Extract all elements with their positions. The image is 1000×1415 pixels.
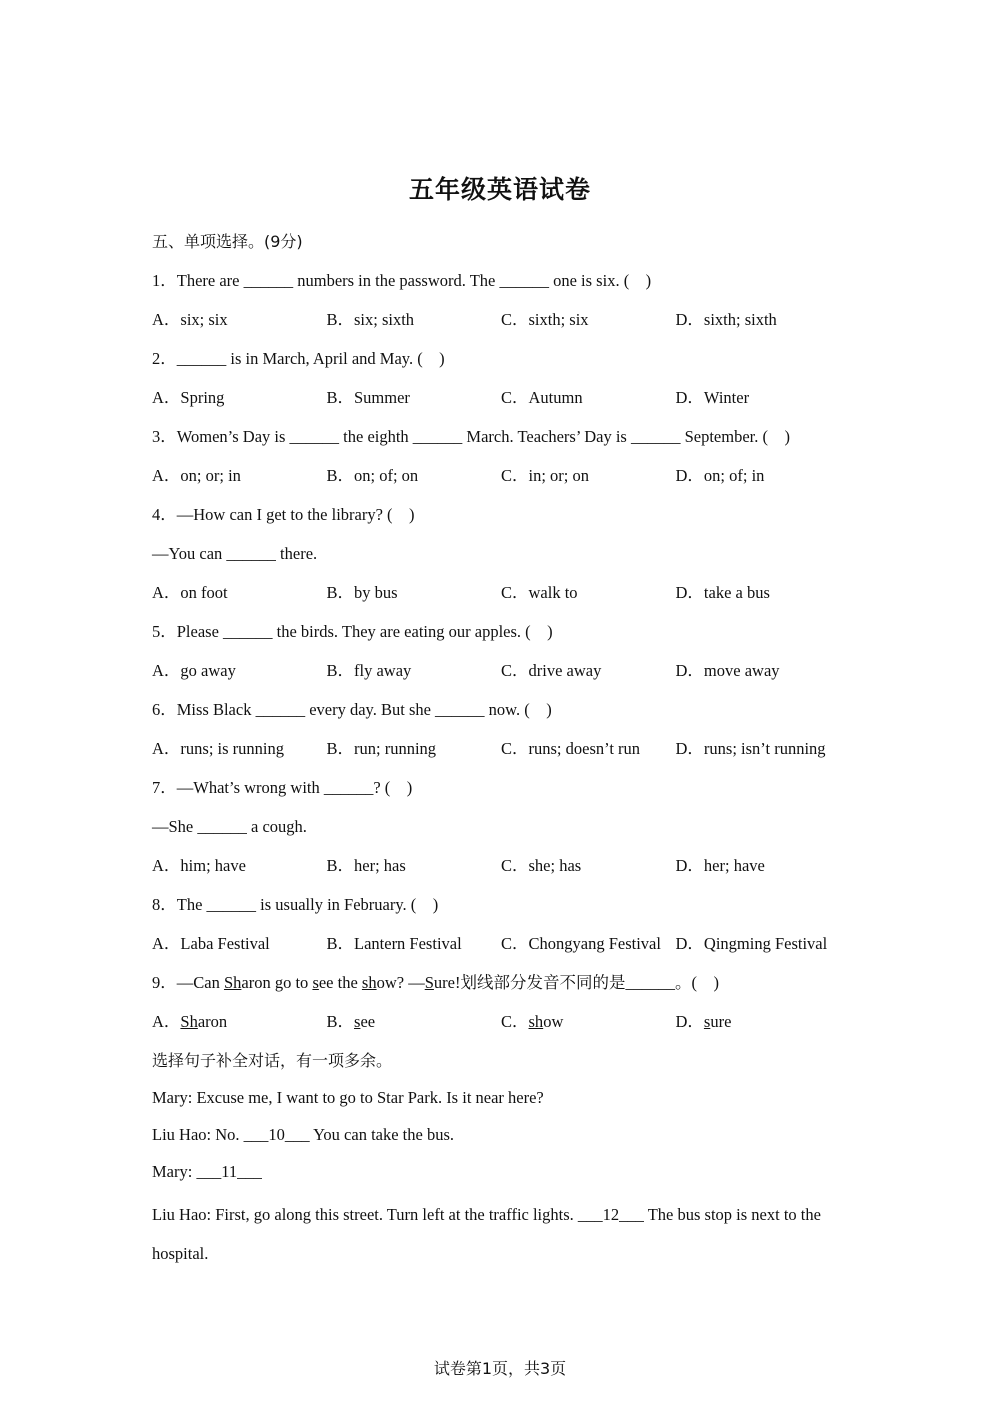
option-c[interactable]: C．Chongyang Festival bbox=[501, 934, 661, 953]
question-stem bbox=[152, 969, 852, 1008]
question-stem: 6．Miss Black ______ every day. But she ______ now. ( ) bbox=[152, 700, 552, 719]
option-c[interactable]: C．she; has bbox=[501, 856, 582, 875]
option-a[interactable]: A．six; six bbox=[152, 310, 228, 329]
option-b[interactable]: B．run; running bbox=[326, 739, 437, 758]
dialogue-line: Liu Hao: First, go along this street. Turn left at the traffic lights. ___12___ The bus stop is next to the hospital. bbox=[152, 1205, 821, 1263]
stem-text: ee the bbox=[318, 973, 362, 992]
option-a[interactable]: A．runs; is running bbox=[152, 739, 284, 758]
dialogue-line: Liu Hao: No. ___10___ You can take the bus. bbox=[152, 1125, 455, 1144]
underlined-letters: S bbox=[424, 973, 434, 992]
underlined-letters: Sh bbox=[180, 1012, 198, 1031]
option-a[interactable]: A．Laba Festival bbox=[152, 934, 270, 953]
option-d[interactable]: D．runs; isn’t running bbox=[675, 739, 826, 758]
option-text: ow bbox=[543, 1012, 564, 1031]
question-stem: 5．Please ______ the birds. They are eating our apples. ( ) bbox=[152, 622, 553, 641]
question-stem: 4．—How can I get to the library? ( ) bbox=[152, 505, 415, 524]
option-b[interactable]: B．fly away bbox=[326, 661, 412, 680]
option-label: C． bbox=[501, 1012, 529, 1031]
option-row bbox=[152, 852, 852, 891]
option-row bbox=[152, 1008, 852, 1047]
underlined-letters: s bbox=[703, 1012, 711, 1031]
option-label: D． bbox=[675, 1012, 704, 1031]
dialogue-heading: 选择句子补全对话，有一项多余。 bbox=[152, 1051, 393, 1070]
option-b[interactable]: B．Lantern Festival bbox=[326, 934, 462, 953]
option-d[interactable]: D．move away bbox=[675, 661, 780, 680]
option-b[interactable]: B．six; sixth bbox=[326, 310, 415, 329]
option-a[interactable]: A．on; or; in bbox=[152, 466, 241, 485]
option-row bbox=[152, 306, 852, 345]
option-b[interactable]: B．by bus bbox=[326, 583, 398, 602]
underlined-letters: sh bbox=[361, 973, 377, 992]
stem-text: ure!划线部分发音不同的是______。( ) bbox=[433, 973, 719, 992]
option-d[interactable]: D．her; have bbox=[675, 856, 765, 875]
question-stem: 1．There are ______ numbers in the password. The ______ one is six. ( ) bbox=[152, 271, 652, 290]
dialogue-line: Mary: ___11___ bbox=[152, 1162, 262, 1181]
question-stem: 2．______ is in March, April and May. ( ) bbox=[152, 349, 445, 368]
option-c[interactable]: C．in; or; on bbox=[501, 466, 590, 485]
option-a[interactable]: A．on foot bbox=[152, 583, 228, 602]
option-a[interactable]: A．him; have bbox=[152, 856, 246, 875]
option-d[interactable]: D．sixth; sixth bbox=[675, 310, 777, 329]
option-a[interactable] bbox=[152, 1008, 327, 1047]
option-row bbox=[152, 657, 852, 696]
option-b[interactable]: B．her; has bbox=[326, 856, 406, 875]
option-c[interactable]: C．drive away bbox=[501, 661, 602, 680]
question-stem: 7．—What’s wrong with ______? ( ) bbox=[152, 778, 413, 797]
option-label: B． bbox=[326, 1012, 355, 1031]
option-b[interactable]: B．on; of; on bbox=[326, 466, 419, 485]
option-text: ure bbox=[710, 1012, 732, 1031]
option-d[interactable]: D．Winter bbox=[675, 388, 750, 407]
option-c[interactable]: C．runs; doesn’t run bbox=[501, 739, 641, 758]
stem-text: ow? — bbox=[376, 973, 425, 992]
option-text: ee bbox=[360, 1012, 376, 1031]
question-stem-reply: —You can ______ there. bbox=[152, 544, 318, 563]
option-a[interactable]: A．Spring bbox=[152, 388, 225, 407]
stem-text: 9．—Can bbox=[152, 973, 224, 992]
exam-content bbox=[152, 228, 852, 1273]
question-stem-reply: —She ______ a cough. bbox=[152, 817, 307, 836]
option-c[interactable]: C．Autumn bbox=[501, 388, 583, 407]
dialogue-line: Mary: Excuse me, I want to go to Star Park. Is it near here? bbox=[152, 1088, 544, 1107]
question-stem: 3．Women’s Day is ______ the eighth ______ March. Teachers’ Day is ______ September. ( ) bbox=[152, 427, 790, 446]
option-d[interactable]: D．on; of; in bbox=[675, 466, 765, 485]
underlined-letters: sh bbox=[528, 1012, 544, 1031]
option-c[interactable]: C．walk to bbox=[501, 583, 578, 602]
page-title: 五年级英语试卷 bbox=[408, 175, 591, 204]
option-text: aron bbox=[197, 1012, 228, 1031]
option-row bbox=[152, 579, 852, 618]
option-c[interactable] bbox=[501, 1008, 676, 1047]
option-d[interactable]: D．take a bus bbox=[675, 583, 770, 602]
option-row bbox=[152, 930, 852, 969]
underlined-letters: Sh bbox=[223, 973, 242, 992]
underlined-letters: s bbox=[312, 973, 319, 992]
option-d[interactable]: D．Qingming Festival bbox=[675, 934, 828, 953]
stem-text: aron go to bbox=[241, 973, 313, 992]
option-row bbox=[152, 735, 852, 774]
option-a[interactable]: A．go away bbox=[152, 661, 236, 680]
option-row bbox=[152, 384, 852, 423]
underlined-letters: s bbox=[354, 1012, 361, 1031]
section-heading: 五、单项选择。(9分) bbox=[152, 232, 303, 251]
option-row bbox=[152, 462, 852, 501]
option-b[interactable]: B．Summer bbox=[326, 388, 410, 407]
option-d[interactable] bbox=[676, 1008, 732, 1047]
page-footer: 试卷第1页，共3页 bbox=[433, 1359, 567, 1378]
question-stem: 8．The ______ is usually in February. ( ) bbox=[152, 895, 439, 914]
option-c[interactable]: C．sixth; six bbox=[501, 310, 589, 329]
option-b[interactable] bbox=[327, 1008, 502, 1047]
option-label: A． bbox=[152, 1012, 181, 1031]
